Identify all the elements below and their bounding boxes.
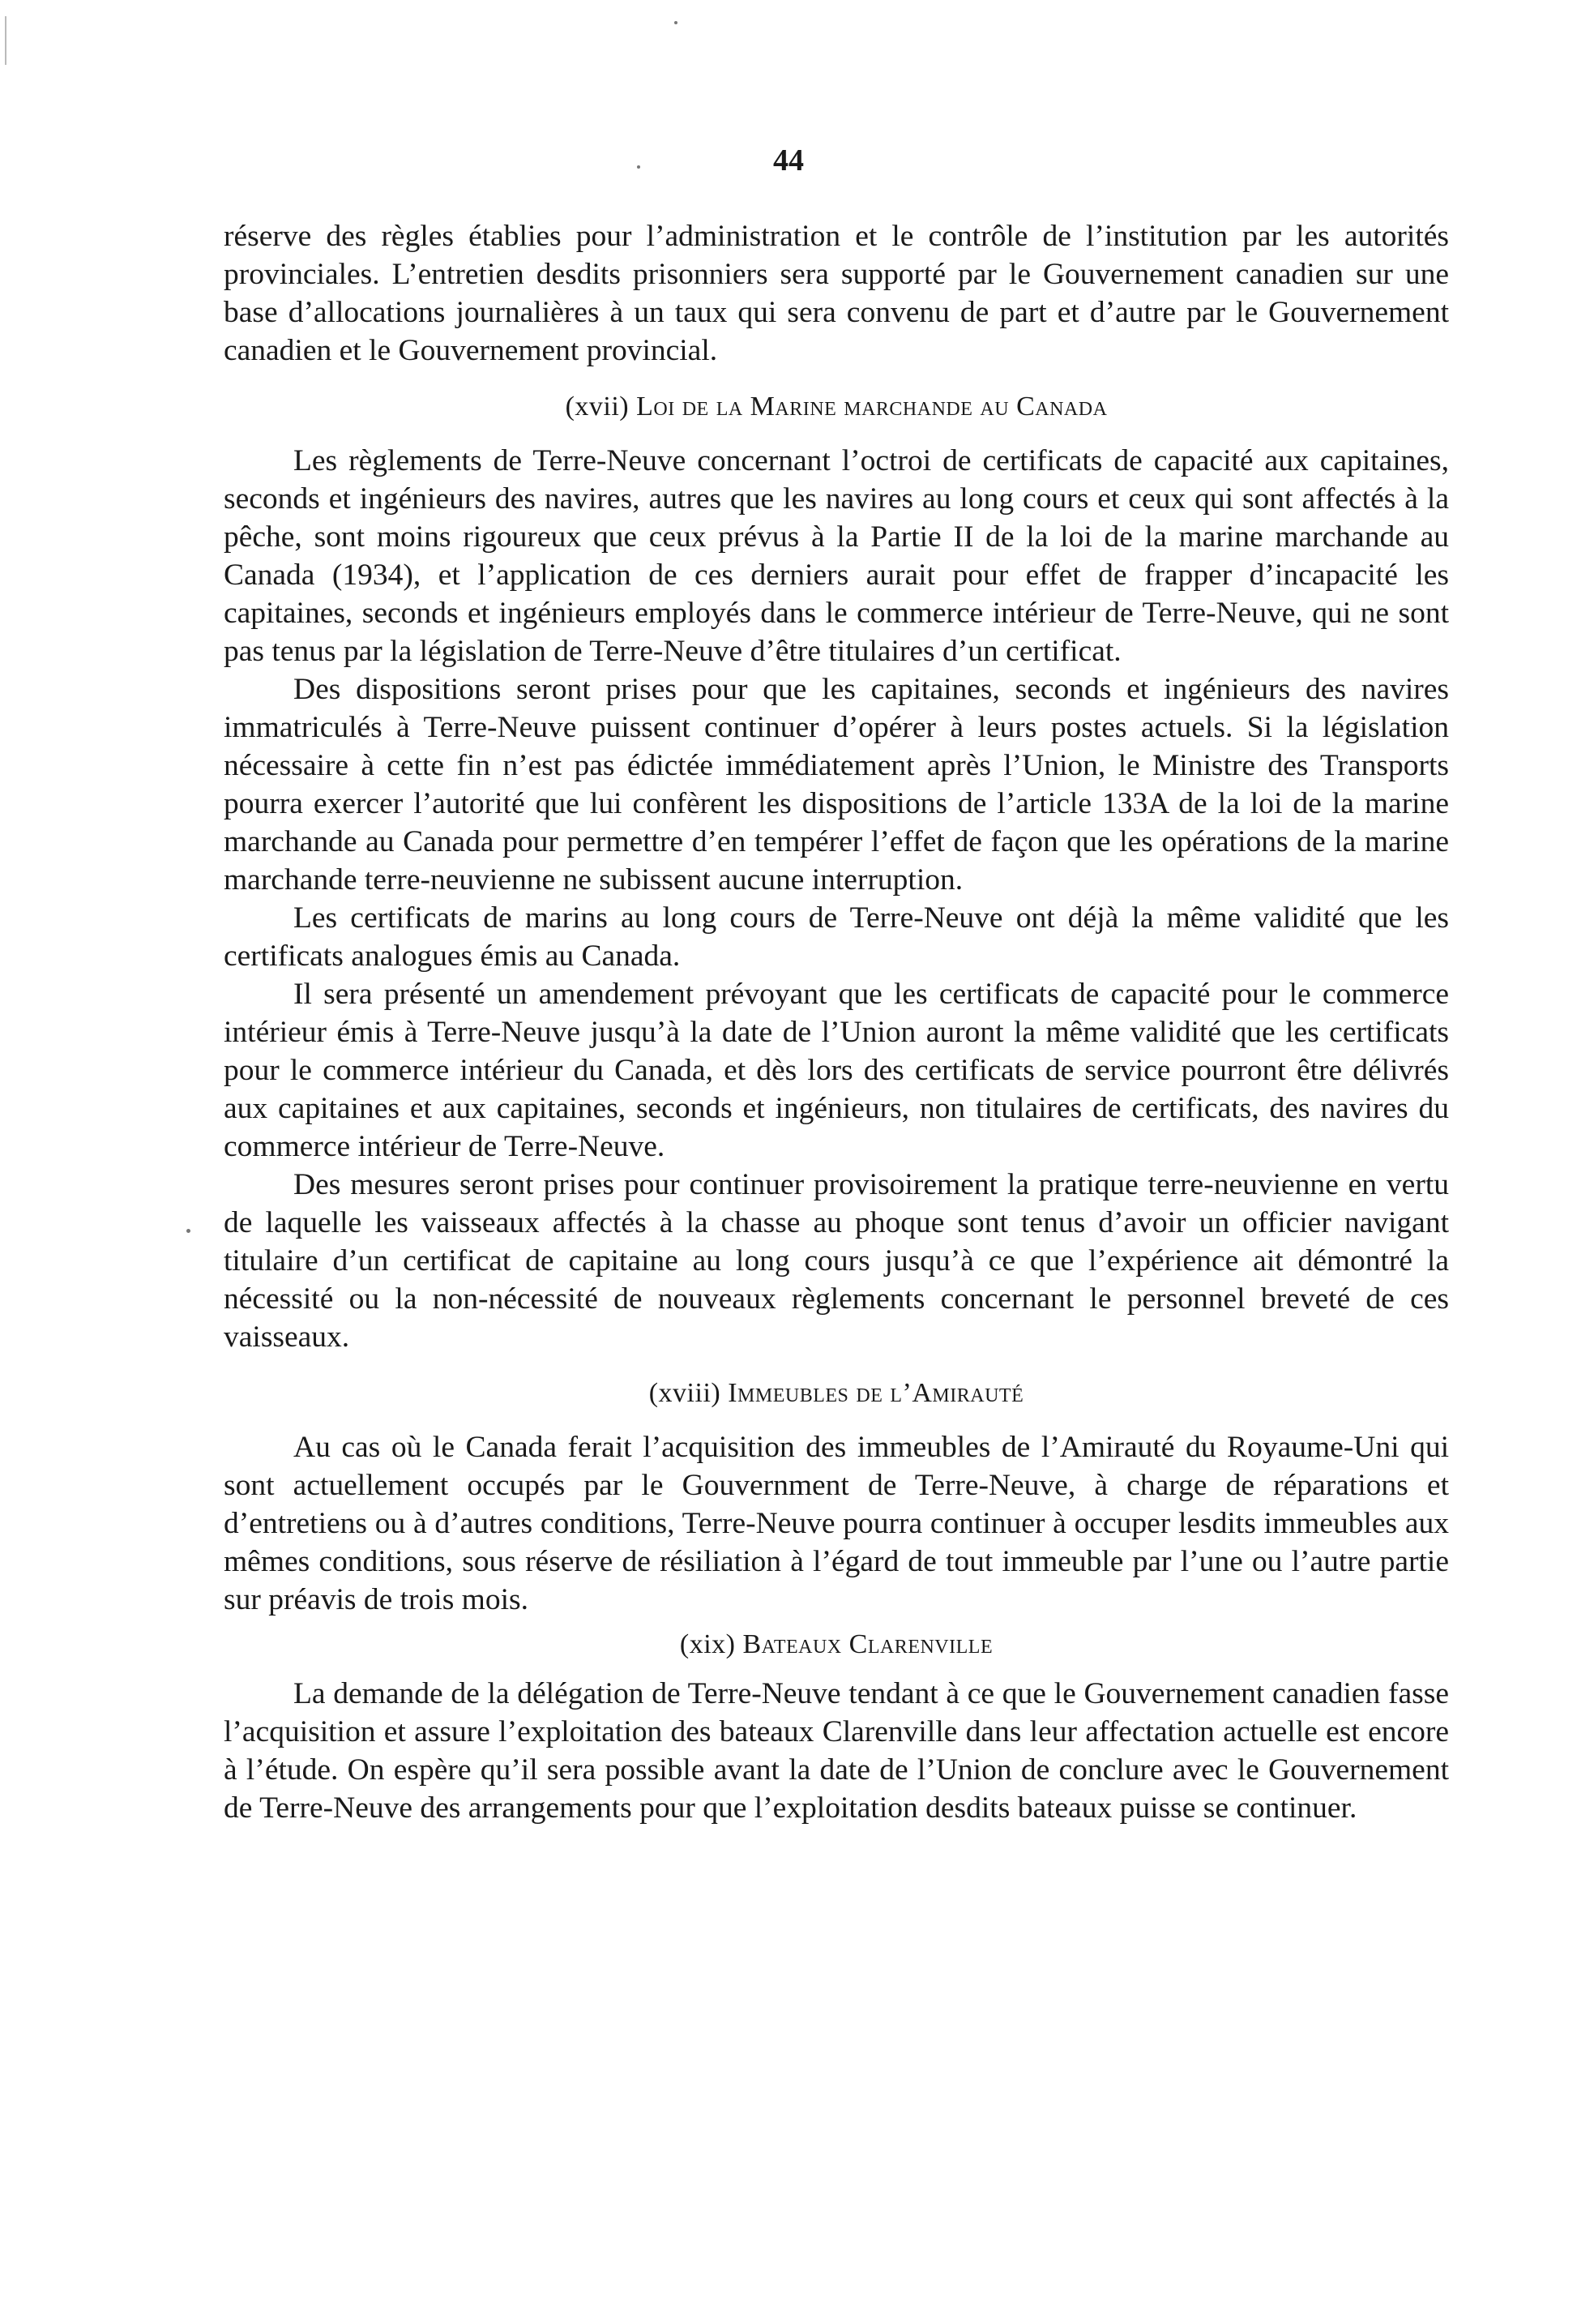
section-heading-clarenville: [224, 1625, 1449, 1663]
section-number: (xvii): [565, 392, 630, 422]
scan-speck: [186, 1229, 190, 1233]
paragraph-marine-1: Les règlements de Terre-Neuve concernant l’octroi de certificats de capacité aux capitaines, seconds et ingénieurs des navires, autres que les navires au long cours et ceux qui sont affectés à la pêche, sont moins rigoureux que ceux prévus à la Partie II de la loi de la marine marchande au Canada (1934), et l’application de ces derniers aurait pour effet de frapper d’incapacité les capitaines, seconds et ingénieurs employés dans le commerce intérieur de Terre-Neuve, qui ne sont pas tenus par la législation de Terre-Neuve d’être titulaires d’un certificat.: [224, 444, 1449, 668]
paragraph-marine-4: Il sera présenté un amendement prévoyant que les certificats de capacité pour le commerce intérieur émis à Terre-Neuve jusqu’à la date de l’Union auront la même validité que les certificats pour le commerce intérieur du Canada, et dès lors des certificats de service pourront être délivrés aux capitaines et aux capitaines, seconds et ingénieurs, non titulaires de certificats, des navires du commerce intérieur de Terre-Neuve.: [224, 978, 1449, 1163]
paragraph-marine-5: Des mesures seront prises pour continuer provisoirement la pratique terre-neuvienne en vertu de laquelle les vaisseaux affectés à la chasse au phoque sont tenus d’avoir un officier navigant titulaire d’un certificat de capitaine au long cours jusqu’à ce que l’expérience ait démontré la nécessité ou la non-nécessité de nouveaux règlements concernant le personnel breveté de ces vaisseaux.: [224, 1168, 1449, 1354]
section-title: Immeubles de l’Amirauté: [728, 1378, 1024, 1408]
page-number: 44: [773, 143, 804, 178]
paragraph-marine-2: Des dispositions seront prises pour que les capitaines, seconds et ingénieurs des navires immatriculés à Terre-Neuve puissent continuer d’opérer à leurs postes actuels. Si la législation nécessaire à cette fin n’est pas édictée immédiatement après l’Union, le Ministre des Transports pourra exercer l’autorité que lui confèrent les dispositions de l’article 133A de la loi de la marine marchande au Canada pour permettre d’en tempérer l’effet de façon que les opérations de la marine marchande terre-neuvienne ne subissent aucune interruption.: [224, 673, 1449, 897]
scan-edge-mark: [5, 16, 6, 65]
section-heading-marine: [224, 387, 1449, 426]
paragraph-marine-3: Les certificats de marins au long cours de Terre-Neuve ont déjà la même validité que les certificats analogues émis au Canada.: [224, 901, 1449, 973]
section-heading-amiraute: [224, 1374, 1449, 1412]
section-number: (xix): [679, 1629, 736, 1659]
section-number: (xviii): [648, 1378, 721, 1408]
paragraph-clarenville: La demande de la délégation de Terre-Neuve tendant à ce que le Gouvernement canadien fasse l’acquisition et assure l’exploitation des bateaux Clarenville dans leur affectation actuelle est encore à l’étude. On espère qu’il sera possible avant la date de l’Union de conclure avec le Gouvernement de Terre-Neuve des arrangements pour que l’exploitation desdits bateaux puisse se continuer.: [224, 1677, 1449, 1825]
paragraph-intro: réserve des règles établies pour l’administration et le contrôle de l’institution par les autorités provinciales. L’entretien desdits prisonniers sera supporté par le Gouvernement canadien sur une base d’allocations journalières à un taux qui sera convenu de part et d’autre par le Gouvernement canadien et le Gouvernement provincial.: [224, 220, 1449, 367]
scan-speck: [674, 21, 677, 24]
section-title: Loi de la Marine marchande au Canada: [636, 392, 1108, 422]
section-title: Bateaux Clarenville: [742, 1629, 994, 1659]
page-body: [224, 217, 1449, 1827]
paragraph-amiraute: Au cas où le Canada ferait l’acquisition des immeubles de l’Amirauté du Royaume-Uni qui sont actuellement occupés par le Gouvernment de Terre-Neuve, à charge de réparations et d’entretiens ou à d’autres conditions, Terre-Neuve pourra continuer à occuper lesdits immeubles aux mêmes conditions, sous réserve de résiliation à l’égard de tout immeuble par l’une ou l’autre partie sur préavis de trois mois.: [224, 1431, 1449, 1616]
